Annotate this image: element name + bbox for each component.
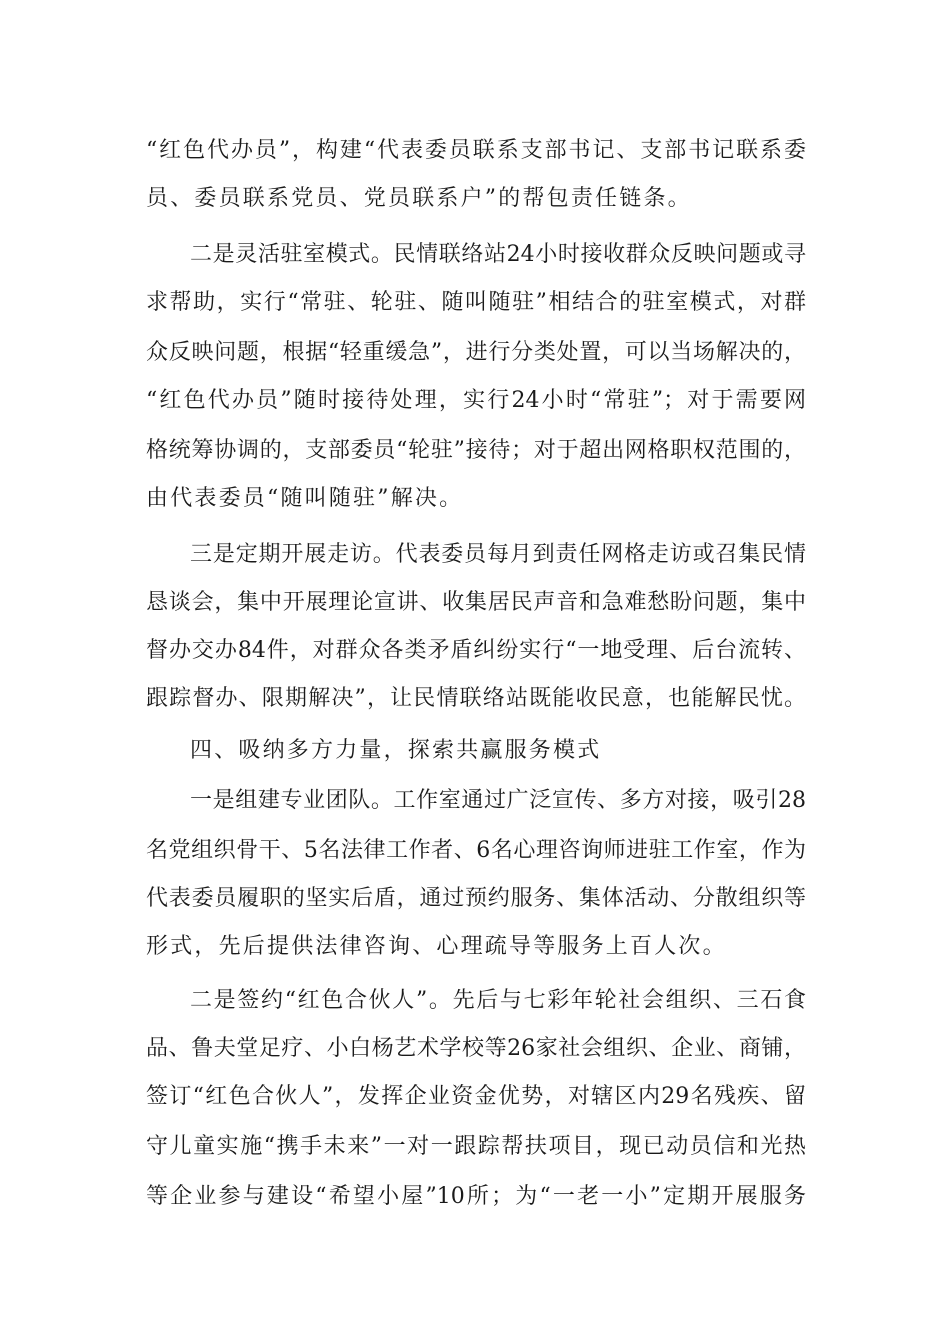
text-line: 求帮助，实行“常驻、轮驻、随叫随驻”相结合的驻室模式，对群 [146, 290, 806, 315]
text-line: 等企业参与建设“希望小屋”10所；为“一老一小”定期开展服务 [146, 1184, 806, 1209]
text-line: 由代表委员“随叫随驻”解决。 [146, 486, 464, 511]
text-line: 守儿童实施“携手未来”一对一跟踪帮扶项目，现已动员信和光热 [146, 1134, 806, 1159]
text-line: 签订“红色合伙人”，发挥企业资金优势，对辖区内29名残疾、留 [146, 1084, 806, 1109]
section-heading: 四、吸纳多方力量，探索共赢服务模式 [190, 738, 602, 763]
text-line: “红色代办员”，构建“代表委员联系支部书记、支部书记联系委 [146, 138, 806, 163]
text-line: 众反映问题，根据“轻重缓急”，进行分类处置，可以当场解决的， [146, 340, 806, 365]
text-line: 名党组织骨干、5名法律工作者、6名心理咨询师进驻工作室，作为 [146, 838, 806, 863]
text-line: 形式，先后提供法律咨询、心理疏导等服务上百人次。 [146, 934, 727, 959]
text-line: 恳谈会，集中开展理论宣讲、收集居民声音和急难愁盼问题，集中 [146, 590, 806, 615]
text-line: 员、委员联系党员、党员联系户”的帮包责任链条。 [146, 186, 692, 211]
text-line: 一是组建专业团队。工作室通过广泛宣传、多方对接，吸引28 [190, 788, 806, 813]
text-line: 二是签约“红色合伙人”。先后与七彩年轮社会组织、三石食 [190, 988, 806, 1013]
text-line: 跟踪督办、限期解决”，让民情联络站既能收民意，也能解民忧。 [146, 686, 806, 711]
text-line: 二是灵活驻室模式。民情联络站24小时接收群众反映问题或寻 [190, 242, 806, 267]
text-line: 督办交办84件，对群众各类矛盾纠纷实行“一地受理、后台流转、 [146, 638, 806, 663]
text-line: 代表委员履职的坚实后盾，通过预约服务、集体活动、分散组织等 [146, 886, 806, 911]
text-line: 三是定期开展走访。代表委员每月到责任网格走访或召集民情 [190, 542, 806, 567]
text-line: 品、鲁夫堂足疗、小白杨艺术学校等26家社会组织、企业、商铺， [146, 1036, 806, 1061]
text-line: “红色代办员”随时接待处理，实行24小时“常驻”；对于需要网 [146, 388, 806, 413]
text-line: 格统筹协调的，支部委员“轮驻”接待；对于超出网格职权范围的， [146, 438, 806, 463]
